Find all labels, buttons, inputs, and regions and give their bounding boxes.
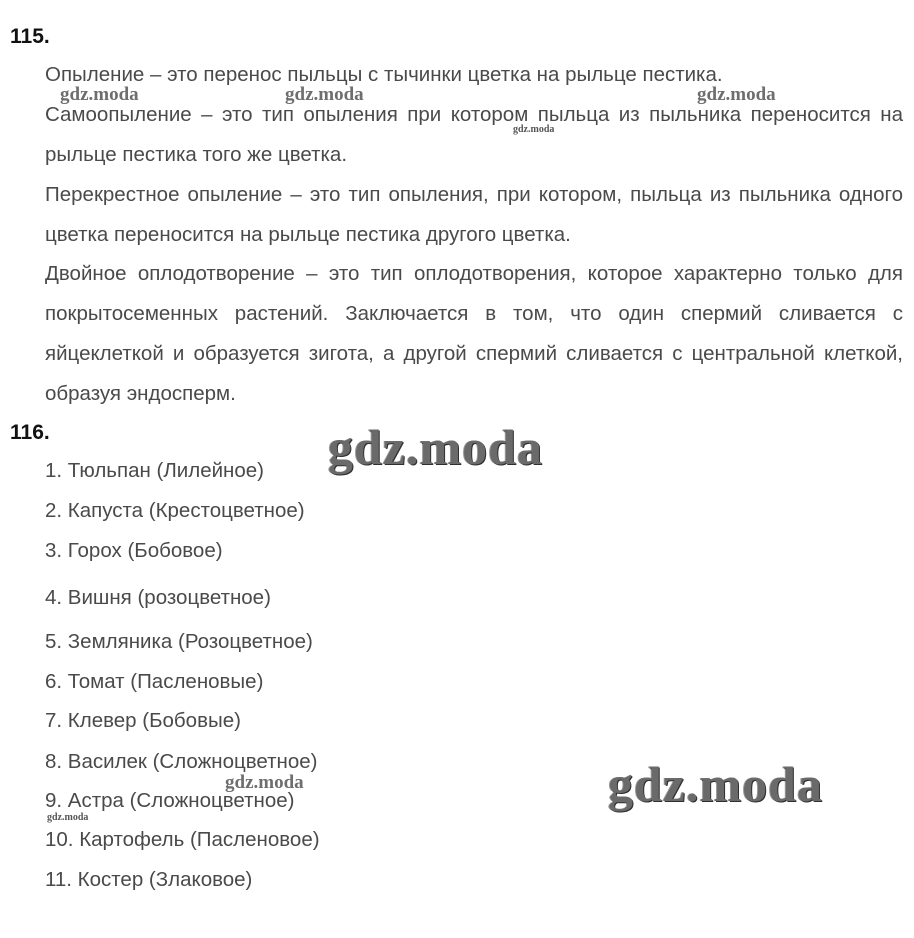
watermark: gdz.moda <box>697 84 776 105</box>
list-item: 7. Клевер (Бобовые) <box>45 709 241 732</box>
list-item: 3. Горох (Бобовое) <box>45 539 223 562</box>
list-item: 8. Василек (Сложноцветное) <box>45 750 318 773</box>
watermark: gdz.moda <box>225 772 304 793</box>
definition-cross-pollination: Перекрестное опыление – это тип опыления, при котором, пыльца из пыльника одного цветка переносится на рыльце пестика другого цветка. <box>45 183 903 246</box>
definition-pollination: Опыление – это перенос пыльцы с тычинки цветка на рыльце пестика. <box>45 63 723 86</box>
list-item: 1. Тюльпан (Лилейное) <box>45 459 264 482</box>
definition-double-fertilization: Двойное оплодотворение – это тип оплодотворения, которое характерно только для покрытосеменных растений. Заключается в том, что один спермий сливается с яйцеклеткой и образуется зигота, а другой спермий сливается с центральной клеткой, образуя эндосперм. <box>45 262 903 405</box>
watermark: gdz.moda <box>47 812 89 823</box>
watermark: gdz.moda <box>60 84 139 105</box>
watermark: gdz.moda <box>608 756 823 812</box>
definition-self-pollination: Самоопыление – это тип опыления при котором пыльца из пыльника переносится на рыльце пестика того же цветка. <box>45 103 903 166</box>
watermark: gdz.moda <box>285 84 364 105</box>
watermark: gdz.moda <box>513 124 555 135</box>
list-item: 9. Астра (Сложноцветное) <box>45 789 295 812</box>
list-item: 2. Капуста (Крестоцветное) <box>45 499 305 522</box>
list-item: 11. Костер (Злаковое) <box>45 868 253 891</box>
list-item: 10. Картофель (Пасленовое) <box>45 828 320 851</box>
task-116-number: 116. <box>10 421 50 444</box>
list-item: 6. Томат (Пасленовые) <box>45 670 264 693</box>
list-item: 4. Вишня (розоцветное) <box>45 586 271 609</box>
list-item: 5. Земляника (Розоцветное) <box>45 630 313 653</box>
task-115-number: 115. <box>10 25 50 48</box>
watermark: gdz.moda <box>328 419 543 475</box>
